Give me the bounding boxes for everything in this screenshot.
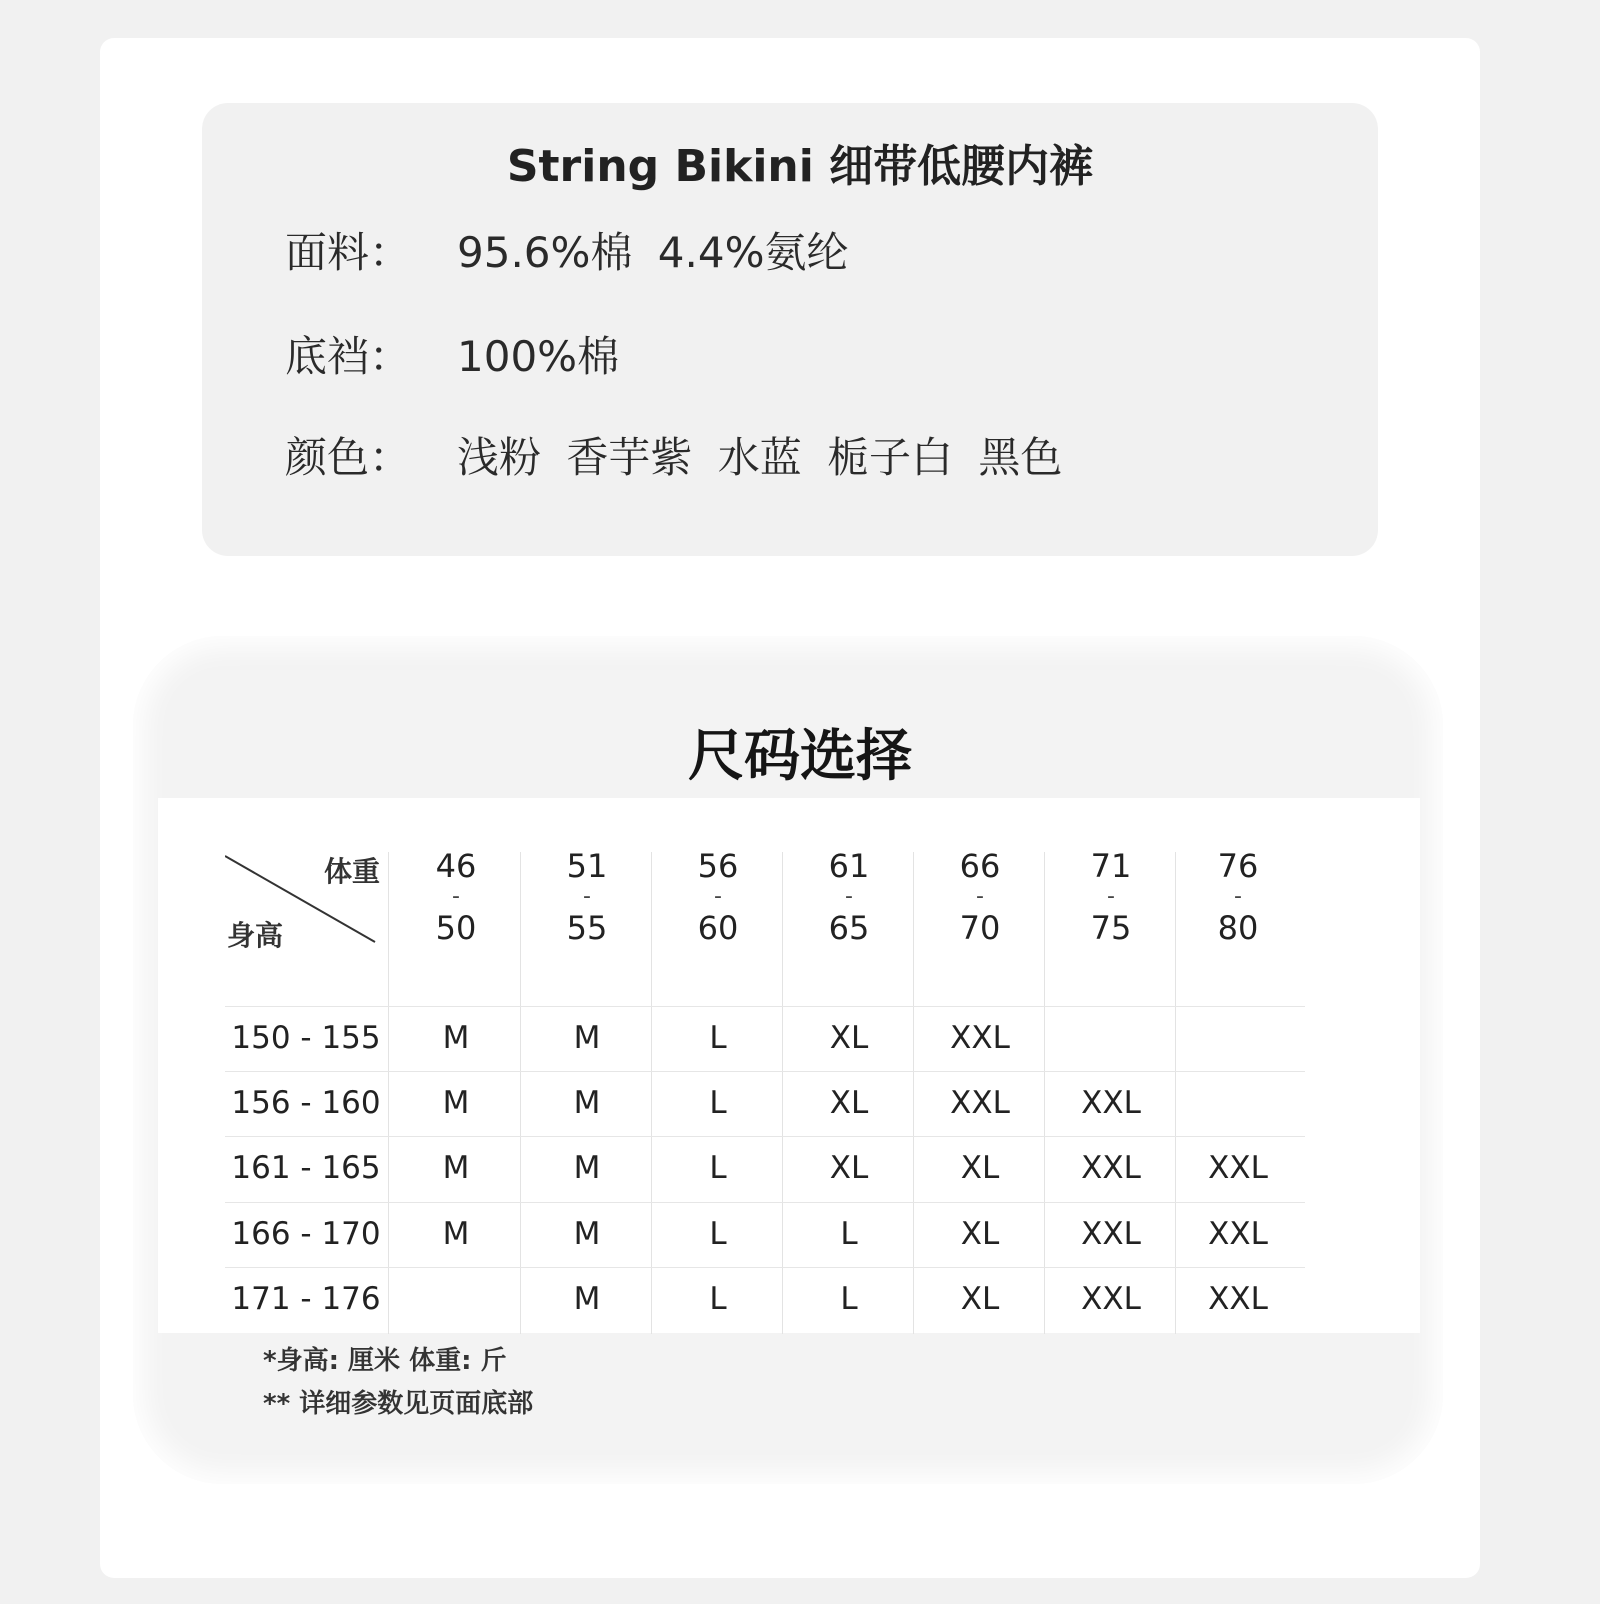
weight-dash: - <box>1107 884 1115 909</box>
weight-dash: - <box>845 884 853 909</box>
row-divider <box>225 1071 1305 1072</box>
color-label: 颜色： <box>285 433 412 482</box>
weight-to: 80 <box>1217 909 1259 947</box>
fabric-row <box>285 220 848 280</box>
size-chart-title: 尺码选择 <box>688 724 912 789</box>
size-cell: XL <box>960 1150 1000 1186</box>
size-cell: M <box>573 1281 601 1317</box>
size-cell: XXL <box>1208 1281 1268 1317</box>
weight-to: 75 <box>1090 909 1132 947</box>
size-cell: L <box>840 1216 858 1252</box>
row-divider <box>225 1006 1305 1007</box>
height-range-label: 166 - 170 <box>231 1216 381 1252</box>
color-value: 浅粉 香芋紫 水蓝 栀子白 黑色 <box>457 433 1063 482</box>
weight-to: 65 <box>828 909 870 947</box>
size-cell: M <box>442 1085 470 1121</box>
height-range-label: 156 - 160 <box>231 1085 381 1121</box>
fabric-value: 95.6%棉 4.4%氨纶 <box>457 228 849 277</box>
height-range-label: 150 - 155 <box>231 1020 381 1056</box>
weight-from: 61 <box>828 847 870 885</box>
weight-header: 体重 <box>323 855 380 888</box>
size-cell: M <box>573 1085 601 1121</box>
weight-to: 70 <box>959 909 1001 947</box>
details-note: ** 详细参数见页面底部 <box>263 1389 534 1419</box>
weight-dash: - <box>976 884 984 909</box>
crotch-value: 100%棉 <box>457 332 620 381</box>
weight-from: 76 <box>1217 847 1259 885</box>
size-cell: M <box>442 1020 470 1056</box>
size-cell: XXL <box>950 1085 1010 1121</box>
size-cell: XXL <box>1081 1085 1141 1121</box>
size-cell: XXL <box>1208 1150 1268 1186</box>
size-cell: M <box>573 1216 601 1252</box>
size-cell: L <box>840 1281 858 1317</box>
size-cell: XL <box>960 1281 1000 1317</box>
size-cell: L <box>709 1150 727 1186</box>
size-cell: XXL <box>1208 1216 1268 1252</box>
weight-range-header <box>522 847 652 947</box>
product-title: String Bikini 细带低腰内裤 <box>506 141 1094 192</box>
weight-from: 71 <box>1090 847 1132 885</box>
weight-dash: - <box>1234 884 1242 909</box>
size-cell: M <box>573 1020 601 1056</box>
crotch-label: 底裆： <box>285 332 412 381</box>
weight-from: 66 <box>959 847 1001 885</box>
weight-from: 51 <box>566 847 608 885</box>
column-divider <box>388 852 389 1334</box>
size-cell: L <box>709 1216 727 1252</box>
size-cell: M <box>442 1216 470 1252</box>
weight-range-header <box>653 847 783 947</box>
weight-from: 56 <box>697 847 739 885</box>
size-cell: XL <box>960 1216 1000 1252</box>
size-cell: L <box>709 1020 727 1056</box>
size-cell: M <box>573 1150 601 1186</box>
weight-range-header <box>391 847 521 947</box>
weight-from: 46 <box>435 847 477 885</box>
weight-to: 55 <box>566 909 608 947</box>
weight-range-header <box>784 847 914 947</box>
weight-to: 50 <box>435 909 477 947</box>
size-cell: XXL <box>1081 1281 1141 1317</box>
weight-range-header <box>1046 847 1176 947</box>
weight-dash: - <box>583 884 591 909</box>
height-header: 身高 <box>227 919 284 952</box>
size-cell: XL <box>829 1150 869 1186</box>
crotch-row <box>285 324 619 384</box>
color-row <box>285 425 1062 485</box>
size-cell: XXL <box>1081 1216 1141 1252</box>
size-cell: XL <box>829 1020 869 1056</box>
weight-dash: - <box>452 884 460 909</box>
size-cell: L <box>709 1281 727 1317</box>
size-cell: XL <box>829 1085 869 1121</box>
row-divider <box>225 1267 1305 1268</box>
weight-range-header <box>1173 847 1303 947</box>
size-cell: L <box>709 1085 727 1121</box>
size-cell: M <box>442 1150 470 1186</box>
fabric-label: 面料： <box>285 228 412 277</box>
size-cell: XXL <box>950 1020 1010 1056</box>
height-range-label: 161 - 165 <box>231 1150 381 1186</box>
size-cell: XXL <box>1081 1150 1141 1186</box>
height-range-label: 171 - 176 <box>231 1281 381 1317</box>
weight-dash: - <box>714 884 722 909</box>
table-corner-header <box>225 850 380 950</box>
row-divider <box>225 1136 1305 1137</box>
unit-note: *身高: 厘米 体重: 斤 <box>263 1346 507 1376</box>
row-divider <box>225 1202 1305 1203</box>
weight-range-header <box>915 847 1045 947</box>
weight-to: 60 <box>697 909 739 947</box>
